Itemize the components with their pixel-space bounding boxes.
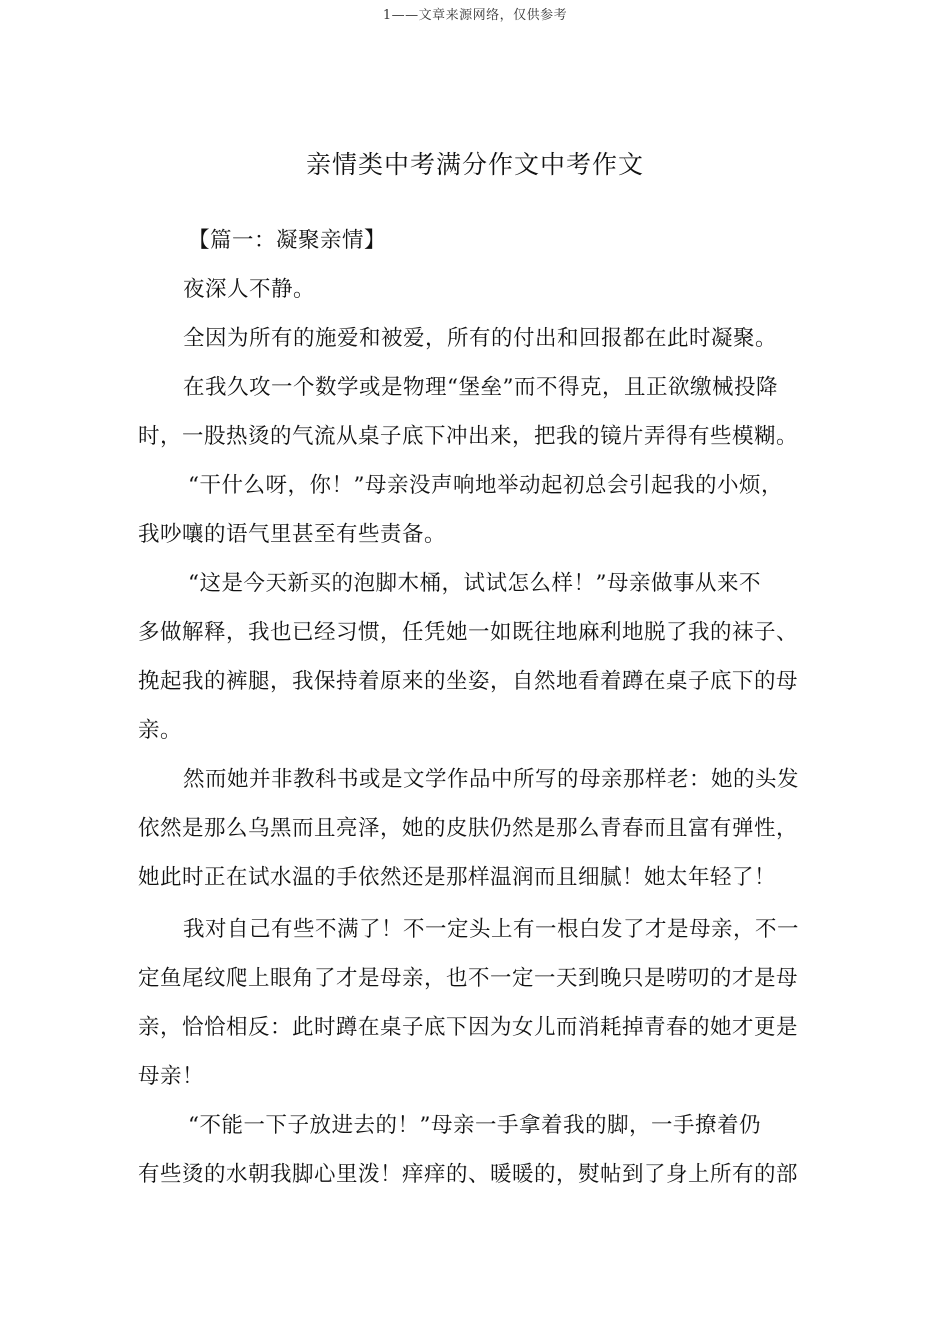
section-heading: 【篇一：凝聚亲情】 — [188, 228, 387, 253]
paragraph-line: 依然是那么乌黑而且亮泽，她的皮肤仍然是那么青春而且富有弹性， — [138, 816, 799, 841]
paragraph-line: 我对自己有些不满了！不一定头上有一根白发了才是母亲，不一 — [183, 917, 800, 942]
paragraph-line: “这是今天新买的泡脚木桶，试试怎么样！”母亲做事从来不 — [188, 571, 761, 596]
paragraph-line: 挽起我的裤腿，我保持着原来的坐姿，自然地看着蹲在桌子底下的母 — [138, 669, 799, 694]
paragraph-line: 亲，恰恰相反：此时蹲在桌子底下因为女儿而消耗掉青春的她才更是 — [138, 1015, 799, 1040]
paragraph-line: “不能一下子放进去的！”母亲一手拿着我的脚，一手撩着仍 — [188, 1113, 761, 1138]
paragraph-line: 时，一股热烫的气流从桌子底下冲出来，把我的镜片弄得有些模糊。 — [138, 424, 799, 449]
paragraph-line: 母亲！ — [138, 1064, 205, 1089]
paragraph-line: 在我久攻一个数学或是物理“堡垒”而不得克，且正欲缴械投降 — [183, 375, 778, 400]
source-note: 1——文章来源网络，仅供参考 — [382, 8, 568, 23]
paragraph-line: “干什么呀，你！”母亲没声响地举动起初总会引起我的小烦， — [188, 473, 783, 498]
page-title: 亲情类中考满分作文中考作文 — [305, 150, 644, 179]
paragraph-line: 多做解释，我也已经习惯，任凭她一如既往地麻利地脱了我的袜子、 — [138, 620, 799, 645]
paragraph-line: 亲。 — [138, 718, 183, 743]
paragraph-line: 夜深人不静。 — [183, 277, 316, 302]
paragraph-line: 定鱼尾纹爬上眼角了才是母亲，也不一定一天到晚只是唠叨的才是母 — [138, 966, 799, 991]
paragraph-line: 全因为所有的施爱和被爱，所有的付出和回报都在此时凝聚。 — [183, 326, 778, 351]
paragraph-line: 我吵嚷的语气里甚至有些责备。 — [138, 522, 447, 547]
paragraph-line: 她此时正在试水温的手依然还是那样温润而且细腻！她太年轻了！ — [138, 865, 777, 890]
paragraph-line: 然而她并非教科书或是文学作品中所写的母亲那样老：她的头发 — [183, 767, 800, 792]
paragraph-line: 有些烫的水朝我脚心里泼！痒痒的、暖暖的，熨帖到了身上所有的部 — [138, 1162, 799, 1187]
